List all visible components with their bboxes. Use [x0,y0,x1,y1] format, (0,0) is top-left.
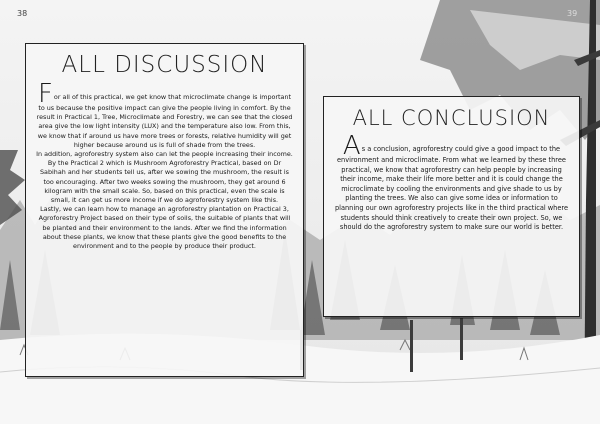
conclusion-body [324,131,579,233]
page-number-left: 38 [17,9,28,18]
discussion-dropcap: F [37,79,53,109]
conclusion-dropcap: A [342,131,361,161]
discussion-paragraph-2: In addition, agroforestry system also can let the people increasing their income. By the Practical 2 which is Mushroom Agroforestry Practical, based on Dr Sabihah and her students tell us, after we sowing the mushroom, the result is too encouraging. After two weeks sowing the mushroom, they get around 6 kilogram with the small scale. So, based on this practical, even the scale is small, it can get us more income if we do agroforestry system like this. [36,150,293,205]
discussion-paragraph-1-text: or all of this practical, we get know that microclimate change is important to us because the positive impact can give the people living in comfort. By the result in Practical 1, Tree, Microclimate and Forestry, we can see that the closed area give the low light intensity (LUX) and the temperature also low. From this, we know that if around us have more trees or forests, relative humidity will get higher because around us is full of shade from the trees. [36,93,293,149]
conclusion-panel [323,96,580,317]
conclusion-paragraph-1 [334,131,569,233]
conclusion-paragraph-1-text: s a conclusion, agroforestry could give a good impact to the environment and microclimate. From what we learned by these three practical, we know that agroforestry can help people by increasing their income, make their life more better and it is could change the microclimate by cooling the environments and give shade to us by planting the trees. We also can give some idea or information to planning our own agroforestry projects like in the third practical where students should think creatively to create their own project. So, we should do the agroforestry system to make sure our world is better. [334,145,569,232]
discussion-paragraph-1 [34,79,295,150]
conclusion-title: ALL CONCLUSION [352,106,551,130]
page-number-right: 39 [567,9,578,18]
discussion-body [26,79,303,251]
discussion-panel [25,43,304,377]
discussion-paragraph-3: Lastly, we can learn how to manage an agroforestry plantation on Practical 3, Agroforestry Project based on their type of soils, the suitable of plants that will be planted and their environment to the lands. After we find the information about these plants, we know that these plants give the good benefits to the environment and to the people by produce their product. [38,205,291,251]
discussion-title: ALL DISCUSSION [61,52,268,78]
